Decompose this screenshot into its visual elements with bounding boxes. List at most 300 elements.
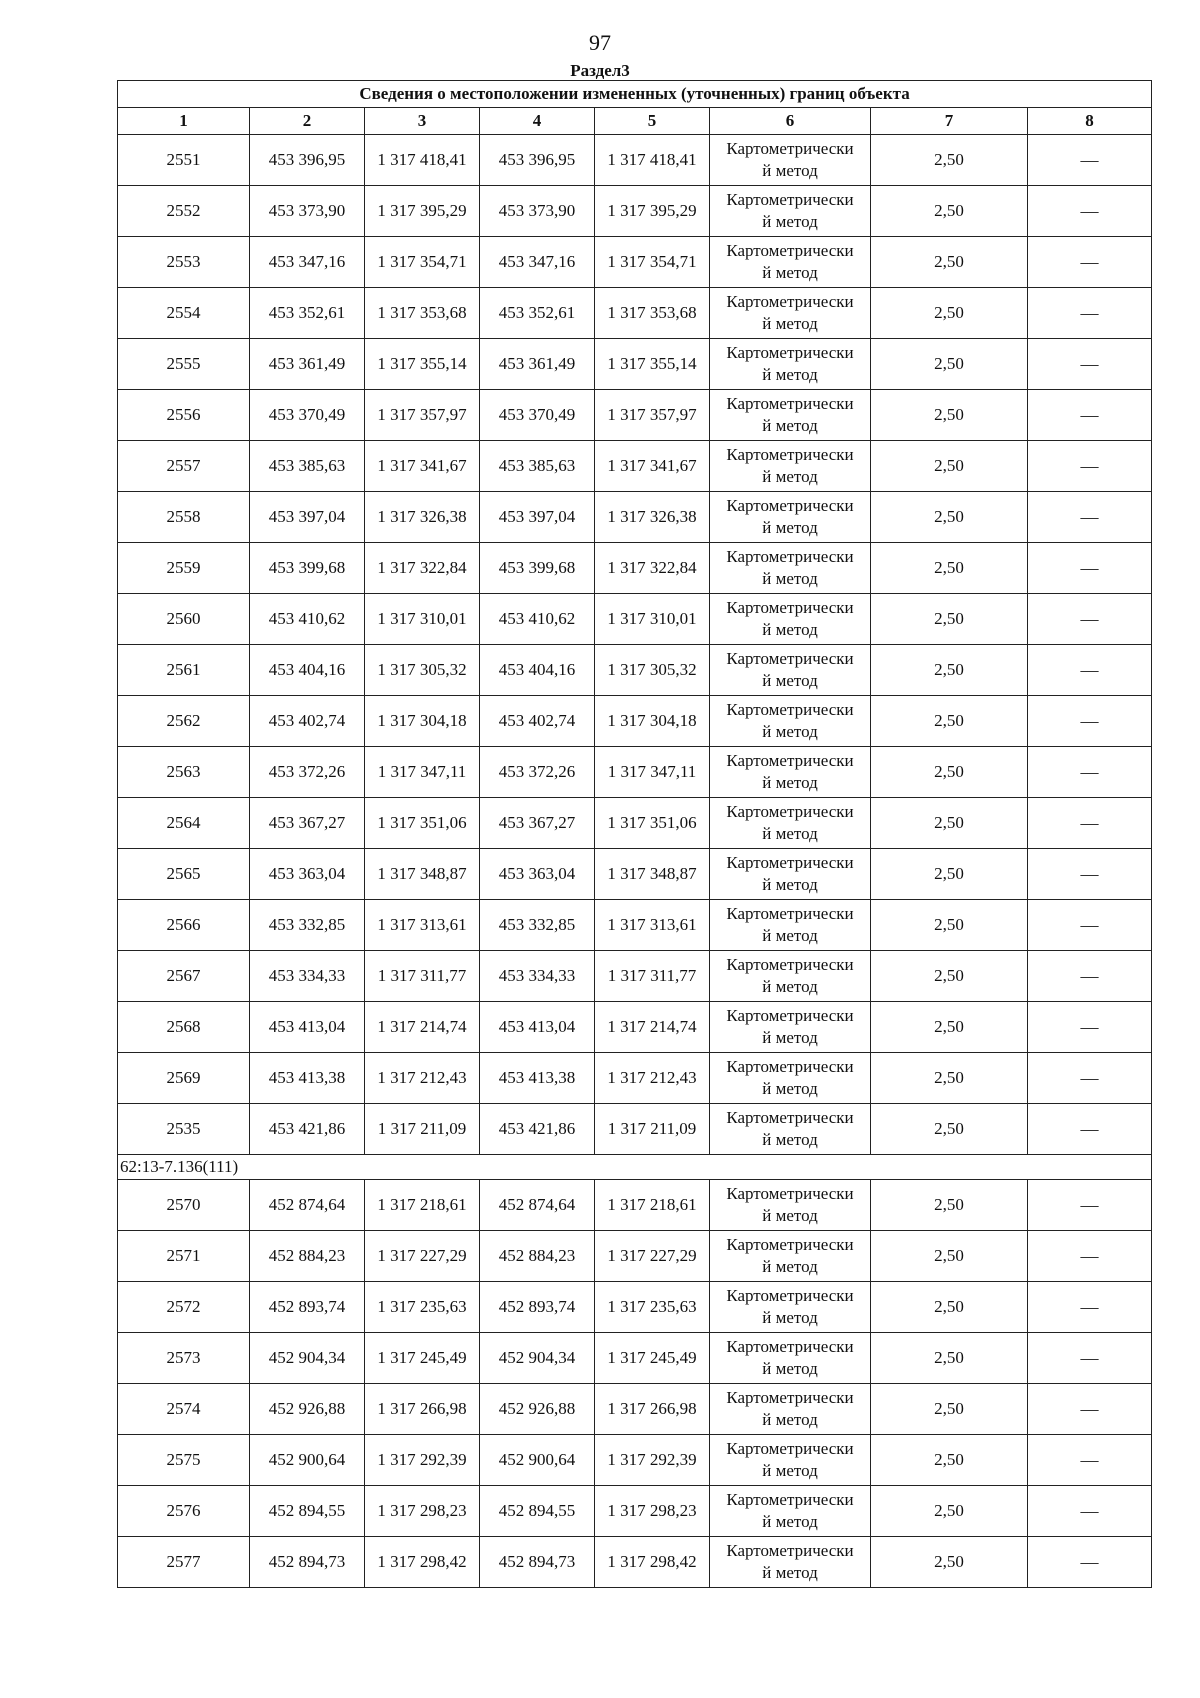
- description-cell: —: [1028, 696, 1152, 747]
- table-row: [118, 237, 1152, 288]
- method-line-2: й метод: [762, 569, 818, 588]
- old-x-cell: 453 410,62: [250, 594, 365, 645]
- old-y-cell: 1 317 347,11: [365, 747, 480, 798]
- new-x-cell: 453 399,68: [480, 543, 595, 594]
- method-line-1: Картометрически: [726, 751, 854, 770]
- method-cell: [710, 237, 871, 288]
- new-y-cell: 1 317 347,11: [595, 747, 710, 798]
- old-x-cell: 452 874,64: [250, 1180, 365, 1231]
- new-y-cell: 1 317 245,49: [595, 1333, 710, 1384]
- table-row: [118, 951, 1152, 1002]
- accuracy-cell: 2,50: [871, 135, 1028, 186]
- method-line-1: Картометрически: [726, 190, 854, 209]
- description-cell: —: [1028, 951, 1152, 1002]
- old-y-cell: 1 317 214,74: [365, 1002, 480, 1053]
- description-cell: —: [1028, 1231, 1152, 1282]
- description-cell: —: [1028, 798, 1152, 849]
- method-line-2: й метод: [762, 671, 818, 690]
- accuracy-cell: 2,50: [871, 1104, 1028, 1155]
- old-x-cell: 452 894,55: [250, 1486, 365, 1537]
- new-y-cell: 1 317 357,97: [595, 390, 710, 441]
- accuracy-cell: 2,50: [871, 747, 1028, 798]
- description-cell: —: [1028, 543, 1152, 594]
- description-cell: —: [1028, 1180, 1152, 1231]
- method-cell: [710, 1537, 871, 1588]
- description-cell: —: [1028, 1486, 1152, 1537]
- new-y-cell: 1 317 292,39: [595, 1435, 710, 1486]
- old-x-cell: 453 352,61: [250, 288, 365, 339]
- group-label: 62:13-7.136(111): [118, 1155, 1152, 1180]
- description-cell: —: [1028, 339, 1152, 390]
- description-cell: —: [1028, 747, 1152, 798]
- description-cell: —: [1028, 237, 1152, 288]
- point-number-cell: 2564: [118, 798, 250, 849]
- method-line-2: й метод: [762, 824, 818, 843]
- method-line-1: Картометрически: [726, 547, 854, 566]
- description-cell: —: [1028, 390, 1152, 441]
- new-y-cell: 1 317 310,01: [595, 594, 710, 645]
- accuracy-cell: 2,50: [871, 1537, 1028, 1588]
- description-cell: —: [1028, 288, 1152, 339]
- method-cell: [710, 1231, 871, 1282]
- column-number-7: 7: [871, 108, 1028, 135]
- accuracy-cell: 2,50: [871, 1002, 1028, 1053]
- old-y-cell: 1 317 322,84: [365, 543, 480, 594]
- column-number-2: 2: [250, 108, 365, 135]
- new-y-cell: 1 317 341,67: [595, 441, 710, 492]
- method-cell: [710, 1180, 871, 1231]
- new-y-cell: 1 317 304,18: [595, 696, 710, 747]
- accuracy-cell: 2,50: [871, 390, 1028, 441]
- method-cell: [710, 492, 871, 543]
- new-x-cell: 452 894,55: [480, 1486, 595, 1537]
- new-x-cell: 453 396,95: [480, 135, 595, 186]
- new-x-cell: 453 410,62: [480, 594, 595, 645]
- point-number-cell: 2565: [118, 849, 250, 900]
- method-line-1: Картометрически: [726, 700, 854, 719]
- point-number-cell: 2557: [118, 441, 250, 492]
- method-line-2: й метод: [762, 1563, 818, 1582]
- new-y-cell: 1 317 355,14: [595, 339, 710, 390]
- old-x-cell: 453 367,27: [250, 798, 365, 849]
- method-cell: [710, 951, 871, 1002]
- old-x-cell: 453 347,16: [250, 237, 365, 288]
- accuracy-cell: 2,50: [871, 492, 1028, 543]
- table-row: [118, 849, 1152, 900]
- table-row: [118, 492, 1152, 543]
- new-x-cell: 453 334,33: [480, 951, 595, 1002]
- accuracy-cell: 2,50: [871, 696, 1028, 747]
- method-line-2: й метод: [762, 518, 818, 537]
- new-x-cell: 452 894,73: [480, 1537, 595, 1588]
- old-y-cell: 1 317 357,97: [365, 390, 480, 441]
- new-x-cell: 453 397,04: [480, 492, 595, 543]
- method-line-1: Картометрически: [726, 598, 854, 617]
- method-line-1: Картометрически: [726, 292, 854, 311]
- table-row: [118, 1002, 1152, 1053]
- old-y-cell: 1 317 311,77: [365, 951, 480, 1002]
- old-x-cell: 453 404,16: [250, 645, 365, 696]
- accuracy-cell: 2,50: [871, 1384, 1028, 1435]
- new-x-cell: 452 900,64: [480, 1435, 595, 1486]
- accuracy-cell: 2,50: [871, 1435, 1028, 1486]
- new-y-cell: 1 317 348,87: [595, 849, 710, 900]
- new-y-cell: 1 317 227,29: [595, 1231, 710, 1282]
- accuracy-cell: 2,50: [871, 645, 1028, 696]
- description-cell: —: [1028, 1333, 1152, 1384]
- new-x-cell: 453 363,04: [480, 849, 595, 900]
- old-y-cell: 1 317 304,18: [365, 696, 480, 747]
- old-x-cell: 453 413,04: [250, 1002, 365, 1053]
- old-y-cell: 1 317 211,09: [365, 1104, 480, 1155]
- method-cell: [710, 1053, 871, 1104]
- table-row: [118, 747, 1152, 798]
- method-cell: [710, 594, 871, 645]
- old-y-cell: 1 317 298,23: [365, 1486, 480, 1537]
- accuracy-cell: 2,50: [871, 1333, 1028, 1384]
- new-y-cell: 1 317 235,63: [595, 1282, 710, 1333]
- method-line-2: й метод: [762, 1461, 818, 1480]
- method-line-2: й метод: [762, 926, 818, 945]
- accuracy-cell: 2,50: [871, 441, 1028, 492]
- new-x-cell: 452 893,74: [480, 1282, 595, 1333]
- point-number-cell: 2563: [118, 747, 250, 798]
- new-y-cell: 1 317 313,61: [595, 900, 710, 951]
- method-line-1: Картометрически: [726, 445, 854, 464]
- description-cell: —: [1028, 135, 1152, 186]
- new-y-cell: 1 317 218,61: [595, 1180, 710, 1231]
- method-cell: [710, 186, 871, 237]
- old-y-cell: 1 317 351,06: [365, 798, 480, 849]
- column-number-3: 3: [365, 108, 480, 135]
- description-cell: —: [1028, 1104, 1152, 1155]
- table-row: [118, 696, 1152, 747]
- method-cell: [710, 747, 871, 798]
- method-cell: [710, 441, 871, 492]
- new-x-cell: 452 904,34: [480, 1333, 595, 1384]
- method-line-2: й метод: [762, 1410, 818, 1429]
- old-y-cell: 1 317 418,41: [365, 135, 480, 186]
- accuracy-cell: 2,50: [871, 1282, 1028, 1333]
- accuracy-cell: 2,50: [871, 543, 1028, 594]
- new-x-cell: 453 373,90: [480, 186, 595, 237]
- method-line-2: й метод: [762, 161, 818, 180]
- old-x-cell: 453 373,90: [250, 186, 365, 237]
- method-line-1: Картометрически: [726, 343, 854, 362]
- table-row: [118, 1333, 1152, 1384]
- method-line-1: Картометрически: [726, 1490, 854, 1509]
- column-number-8: 8: [1028, 108, 1152, 135]
- new-x-cell: 453 402,74: [480, 696, 595, 747]
- table-row: [118, 645, 1152, 696]
- table-row: [118, 288, 1152, 339]
- point-number-cell: 2574: [118, 1384, 250, 1435]
- description-cell: —: [1028, 492, 1152, 543]
- old-y-cell: 1 317 305,32: [365, 645, 480, 696]
- method-line-2: й метод: [762, 1079, 818, 1098]
- method-line-1: Картометрически: [726, 1388, 854, 1407]
- accuracy-cell: 2,50: [871, 288, 1028, 339]
- method-cell: [710, 390, 871, 441]
- method-cell: [710, 543, 871, 594]
- method-line-1: Картометрически: [726, 1108, 854, 1127]
- description-cell: —: [1028, 1537, 1152, 1588]
- method-cell: [710, 900, 871, 951]
- old-y-cell: 1 317 218,61: [365, 1180, 480, 1231]
- point-number-cell: 2560: [118, 594, 250, 645]
- method-cell: [710, 339, 871, 390]
- new-y-cell: 1 317 212,43: [595, 1053, 710, 1104]
- old-y-cell: 1 317 310,01: [365, 594, 480, 645]
- method-cell: [710, 849, 871, 900]
- method-line-1: Картометрически: [726, 139, 854, 158]
- point-number-cell: 2571: [118, 1231, 250, 1282]
- description-cell: —: [1028, 1384, 1152, 1435]
- description-cell: —: [1028, 1435, 1152, 1486]
- point-number-cell: 2577: [118, 1537, 250, 1588]
- old-y-cell: 1 317 353,68: [365, 288, 480, 339]
- table-row: [118, 135, 1152, 186]
- accuracy-cell: 2,50: [871, 951, 1028, 1002]
- method-line-1: Картометрически: [726, 904, 854, 923]
- old-y-cell: 1 317 235,63: [365, 1282, 480, 1333]
- method-cell: [710, 696, 871, 747]
- old-x-cell: 452 884,23: [250, 1231, 365, 1282]
- method-cell: [710, 135, 871, 186]
- old-x-cell: 452 900,64: [250, 1435, 365, 1486]
- column-number-5: 5: [595, 108, 710, 135]
- column-number-6: 6: [710, 108, 871, 135]
- method-line-1: Картометрически: [726, 802, 854, 821]
- point-number-cell: 2562: [118, 696, 250, 747]
- method-cell: [710, 288, 871, 339]
- method-cell: [710, 1486, 871, 1537]
- method-line-1: Картометрически: [726, 1235, 854, 1254]
- old-x-cell: 453 385,63: [250, 441, 365, 492]
- method-cell: [710, 1282, 871, 1333]
- point-number-cell: 2572: [118, 1282, 250, 1333]
- table-body: [118, 135, 1152, 1588]
- method-line-2: й метод: [762, 212, 818, 231]
- old-y-cell: 1 317 212,43: [365, 1053, 480, 1104]
- method-line-2: й метод: [762, 416, 818, 435]
- method-line-2: й метод: [762, 365, 818, 384]
- method-line-2: й метод: [762, 467, 818, 486]
- new-x-cell: 452 926,88: [480, 1384, 595, 1435]
- accuracy-cell: 2,50: [871, 594, 1028, 645]
- old-x-cell: 452 904,34: [250, 1333, 365, 1384]
- new-x-cell: 453 347,16: [480, 237, 595, 288]
- method-line-2: й метод: [762, 1512, 818, 1531]
- method-line-2: й метод: [762, 1308, 818, 1327]
- point-number-cell: 2556: [118, 390, 250, 441]
- method-line-2: й метод: [762, 620, 818, 639]
- old-y-cell: 1 317 348,87: [365, 849, 480, 900]
- point-number-cell: 2552: [118, 186, 250, 237]
- point-number-cell: 2575: [118, 1435, 250, 1486]
- old-x-cell: 453 421,86: [250, 1104, 365, 1155]
- method-line-2: й метод: [762, 977, 818, 996]
- description-cell: —: [1028, 1282, 1152, 1333]
- method-line-2: й метод: [762, 263, 818, 282]
- boundary-coordinates-table: [117, 80, 1152, 1588]
- new-x-cell: 453 372,26: [480, 747, 595, 798]
- column-number-4: 4: [480, 108, 595, 135]
- point-number-cell: 2558: [118, 492, 250, 543]
- new-y-cell: 1 317 418,41: [595, 135, 710, 186]
- new-x-cell: 452 874,64: [480, 1180, 595, 1231]
- new-y-cell: 1 317 395,29: [595, 186, 710, 237]
- new-x-cell: 453 413,04: [480, 1002, 595, 1053]
- method-line-2: й метод: [762, 1257, 818, 1276]
- table-row: [118, 900, 1152, 951]
- new-x-cell: 453 352,61: [480, 288, 595, 339]
- point-number-cell: 2551: [118, 135, 250, 186]
- point-number-cell: 2561: [118, 645, 250, 696]
- method-line-2: й метод: [762, 722, 818, 741]
- method-line-1: Картометрически: [726, 955, 854, 974]
- table-row: [118, 1282, 1152, 1333]
- method-line-1: Картометрически: [726, 853, 854, 872]
- method-line-1: Картометрически: [726, 394, 854, 413]
- table-row: [118, 1104, 1152, 1155]
- accuracy-cell: 2,50: [871, 339, 1028, 390]
- table-row: [118, 798, 1152, 849]
- table-row: [118, 186, 1152, 237]
- old-x-cell: 452 894,73: [250, 1537, 365, 1588]
- description-cell: —: [1028, 186, 1152, 237]
- method-cell: [710, 1384, 871, 1435]
- point-number-cell: 2573: [118, 1333, 250, 1384]
- point-number-cell: 2553: [118, 237, 250, 288]
- old-y-cell: 1 317 355,14: [365, 339, 480, 390]
- new-y-cell: 1 317 311,77: [595, 951, 710, 1002]
- old-x-cell: 453 363,04: [250, 849, 365, 900]
- accuracy-cell: 2,50: [871, 849, 1028, 900]
- accuracy-cell: 2,50: [871, 798, 1028, 849]
- point-number-cell: 2554: [118, 288, 250, 339]
- point-number-cell: 2535: [118, 1104, 250, 1155]
- description-cell: —: [1028, 441, 1152, 492]
- old-x-cell: 453 413,38: [250, 1053, 365, 1104]
- method-line-1: Картометрически: [726, 1337, 854, 1356]
- old-x-cell: 453 399,68: [250, 543, 365, 594]
- description-cell: —: [1028, 900, 1152, 951]
- old-y-cell: 1 317 227,29: [365, 1231, 480, 1282]
- method-line-1: Картометрически: [726, 1286, 854, 1305]
- new-y-cell: 1 317 214,74: [595, 1002, 710, 1053]
- old-x-cell: 453 332,85: [250, 900, 365, 951]
- old-y-cell: 1 317 298,42: [365, 1537, 480, 1588]
- old-x-cell: 453 361,49: [250, 339, 365, 390]
- point-number-cell: 2570: [118, 1180, 250, 1231]
- accuracy-cell: 2,50: [871, 1486, 1028, 1537]
- table-row: [118, 1384, 1152, 1435]
- method-line-1: Картометрически: [726, 1184, 854, 1203]
- new-x-cell: 453 367,27: [480, 798, 595, 849]
- new-y-cell: 1 317 305,32: [595, 645, 710, 696]
- method-line-1: Картометрически: [726, 1541, 854, 1560]
- point-number-cell: 2568: [118, 1002, 250, 1053]
- method-line-1: Картометрически: [726, 1439, 854, 1458]
- old-y-cell: 1 317 245,49: [365, 1333, 480, 1384]
- table-row: [118, 390, 1152, 441]
- method-cell: [710, 1104, 871, 1155]
- method-line-1: Картометрически: [726, 1006, 854, 1025]
- old-y-cell: 1 317 266,98: [365, 1384, 480, 1435]
- new-x-cell: 453 413,38: [480, 1053, 595, 1104]
- new-y-cell: 1 317 354,71: [595, 237, 710, 288]
- new-y-cell: 1 317 353,68: [595, 288, 710, 339]
- table-row: [118, 339, 1152, 390]
- new-x-cell: 453 385,63: [480, 441, 595, 492]
- method-cell: [710, 645, 871, 696]
- group-label-row: [118, 1155, 1152, 1180]
- point-number-cell: 2566: [118, 900, 250, 951]
- new-y-cell: 1 317 351,06: [595, 798, 710, 849]
- column-number-row: [118, 108, 1152, 135]
- old-x-cell: 453 372,26: [250, 747, 365, 798]
- point-number-cell: 2559: [118, 543, 250, 594]
- new-y-cell: 1 317 298,42: [595, 1537, 710, 1588]
- new-x-cell: 453 421,86: [480, 1104, 595, 1155]
- section-title: Раздел3: [570, 61, 630, 80]
- page-number: 97: [589, 30, 611, 55]
- new-x-cell: 452 884,23: [480, 1231, 595, 1282]
- new-y-cell: 1 317 322,84: [595, 543, 710, 594]
- method-line-2: й метод: [762, 1359, 818, 1378]
- old-x-cell: 453 334,33: [250, 951, 365, 1002]
- accuracy-cell: 2,50: [871, 1180, 1028, 1231]
- table-row: [118, 1231, 1152, 1282]
- description-cell: —: [1028, 849, 1152, 900]
- new-y-cell: 1 317 211,09: [595, 1104, 710, 1155]
- new-x-cell: 453 361,49: [480, 339, 595, 390]
- point-number-cell: 2576: [118, 1486, 250, 1537]
- table-row: [118, 543, 1152, 594]
- method-line-1: Картометрически: [726, 241, 854, 260]
- new-y-cell: 1 317 298,23: [595, 1486, 710, 1537]
- method-line-2: й метод: [762, 773, 818, 792]
- method-line-1: Картометрически: [726, 1057, 854, 1076]
- method-line-2: й метод: [762, 1206, 818, 1225]
- table-row: [118, 1180, 1152, 1231]
- old-y-cell: 1 317 341,67: [365, 441, 480, 492]
- description-cell: —: [1028, 594, 1152, 645]
- old-x-cell: 452 893,74: [250, 1282, 365, 1333]
- old-y-cell: 1 317 354,71: [365, 237, 480, 288]
- column-number-1: 1: [118, 108, 250, 135]
- accuracy-cell: 2,50: [871, 186, 1028, 237]
- table-row: [118, 1486, 1152, 1537]
- table-row: [118, 1053, 1152, 1104]
- method-cell: [710, 1002, 871, 1053]
- description-cell: —: [1028, 1053, 1152, 1104]
- old-x-cell: 453 402,74: [250, 696, 365, 747]
- table-row: [118, 594, 1152, 645]
- method-line-1: Картометрически: [726, 496, 854, 515]
- table-row: [118, 441, 1152, 492]
- accuracy-cell: 2,50: [871, 900, 1028, 951]
- method-line-1: Картометрически: [726, 649, 854, 668]
- new-x-cell: 453 370,49: [480, 390, 595, 441]
- accuracy-cell: 2,50: [871, 1053, 1028, 1104]
- point-number-cell: 2567: [118, 951, 250, 1002]
- method-line-2: й метод: [762, 1130, 818, 1149]
- old-x-cell: 453 396,95: [250, 135, 365, 186]
- description-cell: —: [1028, 645, 1152, 696]
- method-cell: [710, 1333, 871, 1384]
